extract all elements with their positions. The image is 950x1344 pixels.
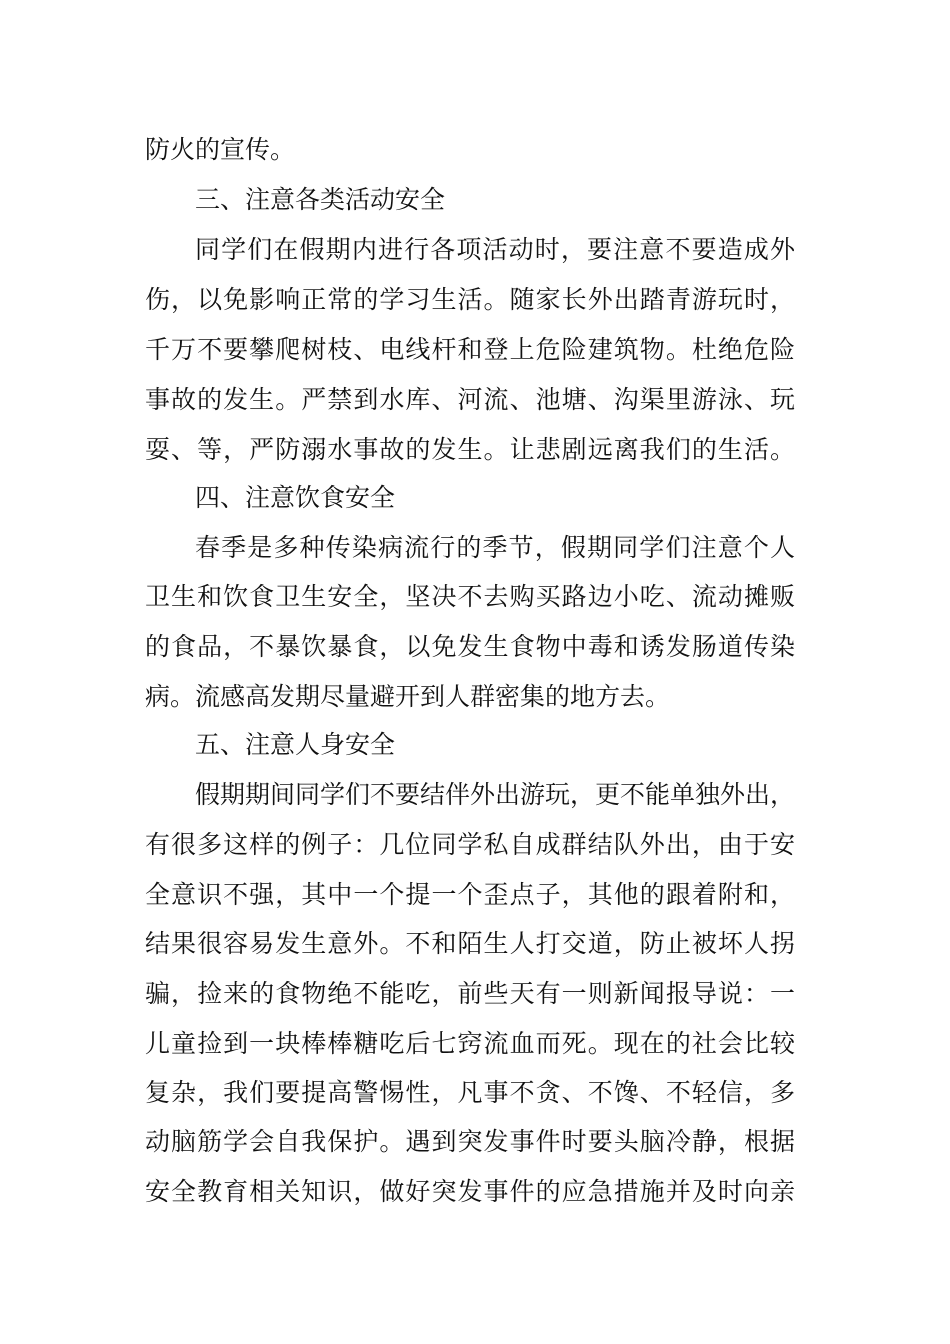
paragraph-first-line: 同学们在假期内进行各项活动时，要注意不要造成外 [195, 235, 795, 264]
body-text-line: 儿童捡到一块棒棒糖吃后七窍流血而死。现在的社会比较 [145, 1029, 795, 1058]
paragraph-first-line: 假期期间同学们不要结伴外出游玩，更不能单独外出， [195, 780, 796, 809]
body-text-line: 安全教育相关知识，做好突发事件的应急措施并及时向亲 [145, 1177, 795, 1206]
body-text-line: 全意识不强，其中一个提一个歪点子，其他的跟着附和， [145, 880, 795, 909]
section-heading-activity-safety: 三、注意各类活动安全 [195, 185, 446, 214]
body-text-line: 事故的发生。严禁到水库、河流、池塘、沟渠里游泳、玩 [145, 385, 795, 414]
body-text-line: 卫生和饮食卫生安全，坚决不去购买路边小吃、流动摊贩 [145, 582, 795, 611]
paragraph-first-line: 春季是多种传染病流行的季节，假期同学们注意个人 [195, 533, 795, 562]
body-text-line: 病。流感高发期尽量避开到人群密集的地方去。 [145, 682, 671, 711]
section-heading-food-safety: 四、注意饮食安全 [195, 483, 396, 512]
body-text-line: 伤，以免影响正常的学习生活。随家长外出踏青游玩时， [145, 285, 795, 314]
body-text-line: 动脑筋学会自我保护。遇到突发事件时要头脑冷静，根据 [145, 1127, 795, 1156]
body-text-line: 结果很容易发生意外。不和陌生人打交道，防止被坏人拐 [145, 929, 795, 958]
body-text-line: 耍、等，严防溺水事故的发生。让悲剧远离我们的生活。 [145, 435, 795, 464]
body-text-line: 的食品，不暴饮暴食，以免发生食物中毒和诱发肠道传染 [145, 632, 795, 661]
body-text-line: 防火的宣传。 [145, 135, 296, 164]
body-text-line: 有很多这样的例子：几位同学私自成群结队外出，由于安 [145, 830, 795, 859]
body-text-line: 复杂，我们要提高警惕性，凡事不贪、不馋、不轻信，多 [145, 1078, 795, 1107]
body-text-line: 骗，捡来的食物绝不能吃，前些天有一则新闻报导说：一 [145, 979, 795, 1008]
body-text-line: 千万不要攀爬树枝、电线杆和登上危险建筑物。杜绝危险 [145, 335, 795, 364]
section-heading-personal-safety: 五、注意人身安全 [195, 730, 396, 759]
